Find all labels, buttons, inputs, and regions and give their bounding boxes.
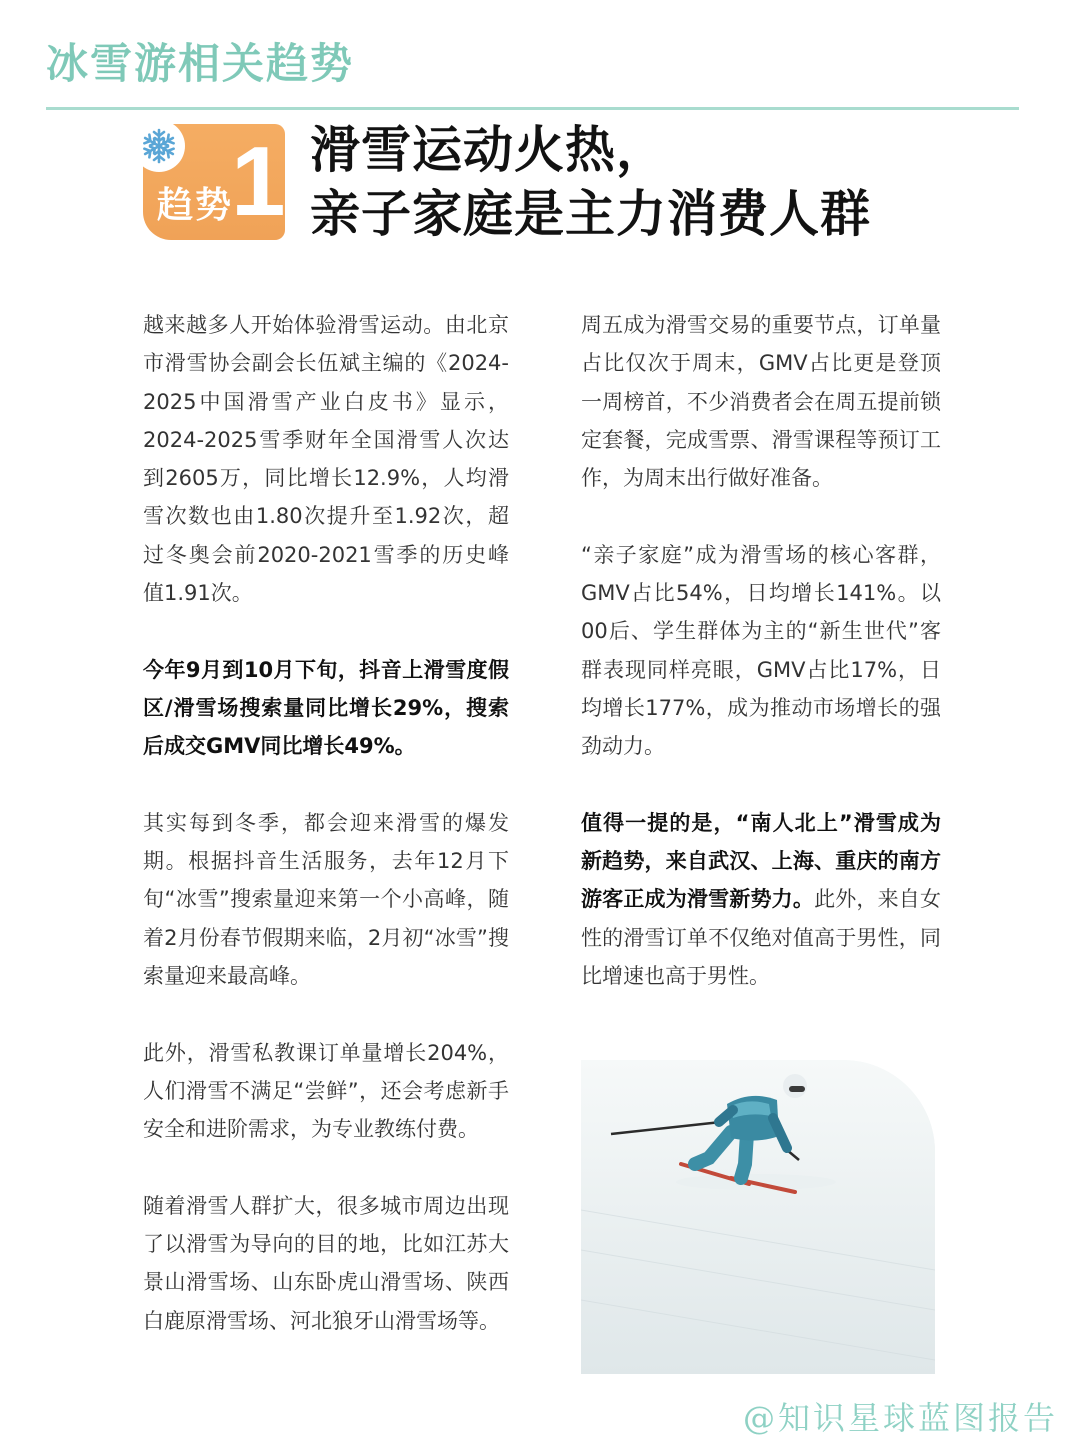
paragraph: 其实每到冬季，都会迎来滑雪的爆发期。根据抖音生活服务，去年12月下旬“冰雪”搜索量迎来第一个小高峰，随着2月份春节假期来临，2月初“冰雪”搜索量迎来最高峰。 [143,810,509,989]
snowflake-icon [133,120,185,172]
badge-label: 趋势 [157,185,234,226]
right-column [581,306,941,1034]
badge-number: 1 [231,126,286,236]
bold-text: 值得一提的是，“南人北上”滑雪成为新趋势，来自武汉、上海、重庆的南方游客正成为滑雪新势力。 [581,810,941,912]
headline [310,118,871,246]
headline-line-1: 滑雪运动火热， [310,121,667,179]
left-column [143,306,509,1378]
paragraph: 随着滑雪人群扩大，很多城市周边出现了以滑雪为导向的目的地，比如江苏大景山滑雪场、山东卧虎山滑雪场、陕西白鹿原滑雪场、河北狼牙山滑雪场等。 [143,1193,509,1333]
bold-text: 今年9月到10月下旬，抖音上滑雪度假区/滑雪场搜索量同比增长29%，搜索后成交GMV同比增长49%。 [143,657,509,759]
watermark: @知识星球蓝图报告 [742,1399,1058,1437]
paragraph-mixed [581,804,941,995]
skier-photo [581,1060,935,1374]
paragraph: 周五成为滑雪交易的重要节点，订单量占比仅次于周末，GMV占比更是登顶一周榜首，不少消费者会在周五提前锁定套餐，完成雪票、滑雪课程等预订工作，为周末出行做好准备。 [581,313,941,491]
headline-line-2: 亲子家庭是主力消费人群 [310,185,871,243]
paragraph: “亲子家庭”成为滑雪场的核心客群，GMV占比54%，日均增长141%。以00后、学生群体为主的“新生世代”客群表现同样亮眼，GMV占比17%，日均增长177%，成为推动市场增长的强劲动力。 [581,542,941,759]
section-title: 冰雪游相关趋势 [46,39,355,88]
paragraph: 此外，滑雪私教课订单量增长204%，人们滑雪不满足“尝鲜”，还会考虑新手安全和进阶需求，为专业教练付费。 [143,1040,509,1142]
paragraph: 越来越多人开始体验滑雪运动。由北京市滑雪协会副会长伍斌主编的《2024-2025中国滑雪产业白皮书》显示，2024-2025雪季财年全国滑雪人次达到2605万，同比增长12.9%，人均滑雪次数也由1.80次提升至1.92次，超过冬奥会前2020-2021雪季的历史峰值1.91次。 [143,313,509,606]
title-divider [46,107,1019,110]
paragraph-bold [143,651,509,766]
paragraph-rest: 此外，来自女性的滑雪订单不仅绝对值高于男性，同比增速也高于男性。 [581,887,941,989]
trend-badge [143,124,285,240]
